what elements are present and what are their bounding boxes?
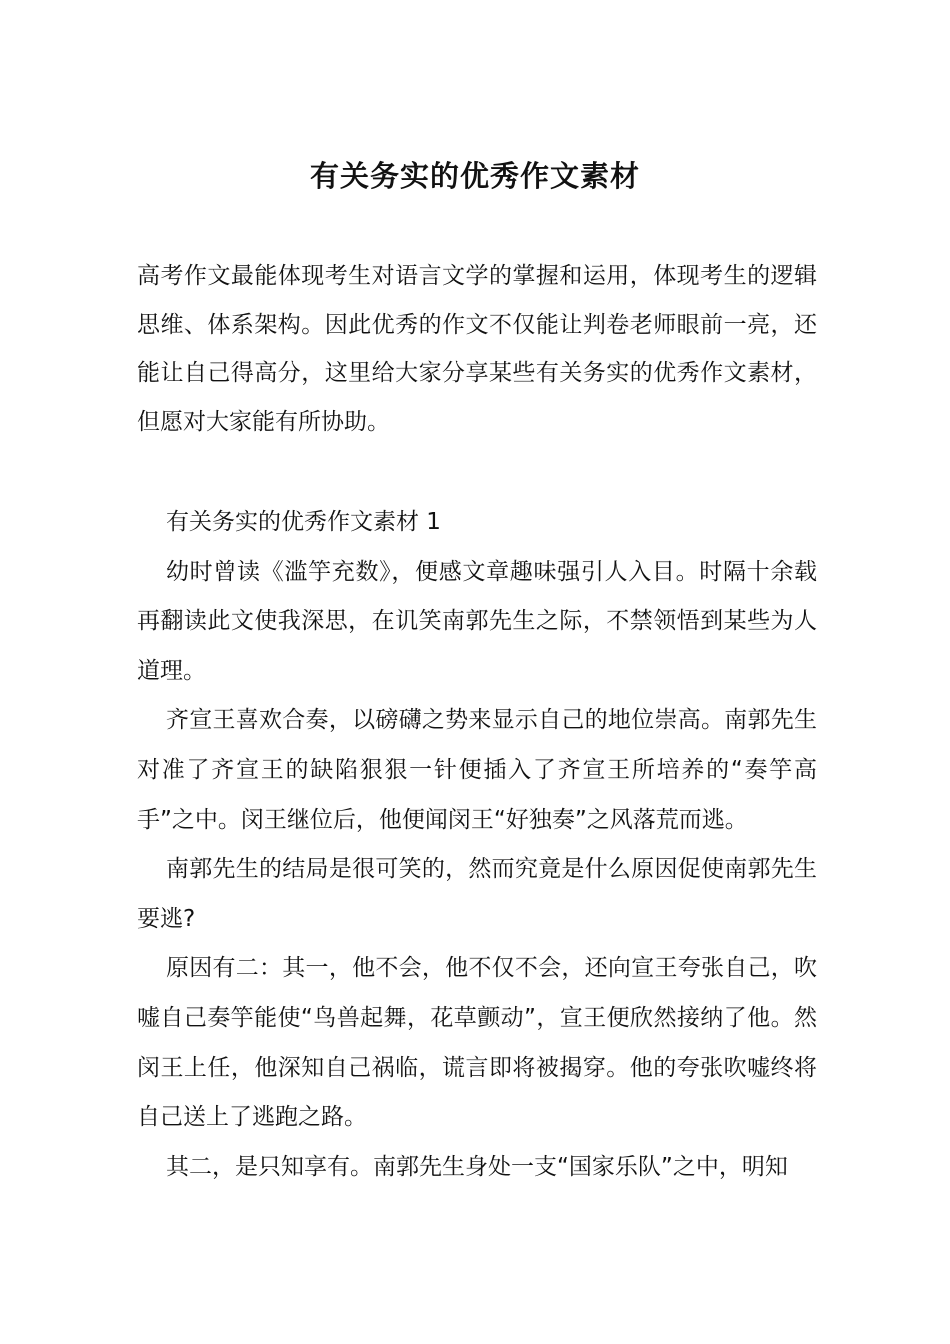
body-paragraph: 齐宣王喜欢合奏，以磅礴之势来显示自己的地位崇高。南郭先生对准了齐宣王的缺陷狠狠一针便插入了齐宣王所培养的“奏竽高手”之中。闵王继位后，他便闻闵王“好独奏”之风落荒而逃。 bbox=[137, 707, 817, 833]
body-paragraph: 其二，是只知享有。南郭先生身处一支“国家乐队”之中，明知 bbox=[166, 1153, 788, 1180]
section-heading: 有关务实的优秀作文素材 1 bbox=[166, 509, 441, 535]
document-title: 有关务实的优秀作文素材 bbox=[309, 159, 640, 193]
body-paragraph: 原因有二：其一，他不会，他不仅不会，还向宣王夸张自己，吹嘘自己奏竽能使“鸟兽起舞，花草颤动”，宣王便欣然接纳了他。然闵王上任，他深知自己祸临，谎言即将被揭穿。他的夸张吹嘘终将自己送上了逃跑之路。 bbox=[137, 955, 817, 1131]
body-paragraph: 南郭先生的结局是很可笑的，然而究竟是什么原因促使南郭先生要逃? bbox=[137, 856, 817, 932]
document-body bbox=[137, 498, 817, 1192]
intro-paragraph: 高考作文最能体现考生对语言文学的掌握和运用，体现考生的逻辑思维、体系架构。因此优秀的作文不仅能让判卷老师眼前一亮，还能让自己得高分，这里给大家分享某些有关务实的优秀作文素材，但愿对大家能有所协助。 bbox=[137, 263, 817, 435]
body-paragraph: 幼时曾读《滥竽充数》，便感文章趣味强引人入目。时隔十余载再翻读此文使我深思，在讥笑南郭先生之际，不禁领悟到某些为人道理。 bbox=[137, 558, 817, 684]
